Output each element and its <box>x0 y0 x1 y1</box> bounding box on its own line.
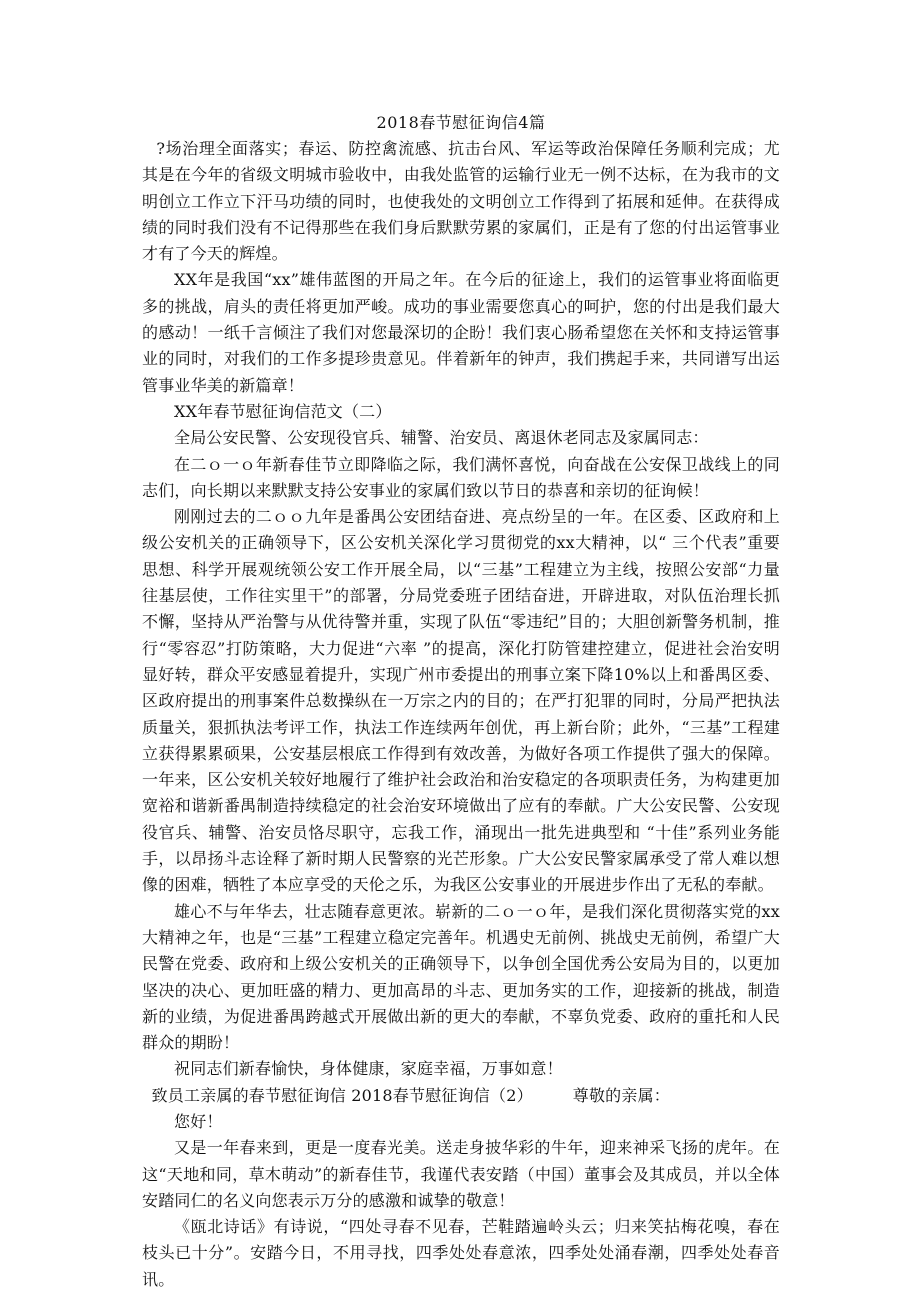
paragraph-5: 雄心不与年华去，壮志随春意更浓。崭新的二ｏ一ｏ年，是我们深化贯彻落实党的xx大精神之年，也是“三基”工程建立稳定完善年。机遇史无前例、挑战史无前例，希望广大民警在党委、政府和上级公安机关的正确领导下，以争创全国优秀公安局为目的，以更加坚决的决心、更加旺盛的精力、更加高昂的斗志、更加务实的工作，迎接新的挑战，制造新的业绩，为促进番禺跨越式开展做出新的更大的奉献，不辜负党委、政府的重托和人民群众的期盼！ <box>142 901 780 1053</box>
paragraph-6: 又是一年春来到，更是一度春光美。送走身披华彩的牛年，迎来神采飞扬的虎年。在这“天地和同，草木萌动”的新春佳节，我谨代表安踏（中国）董事会及其成员，并以全体安踏同仁的名义向您表示万分的感激和诚挚的敬意！ <box>142 1138 780 1210</box>
salutation-1: 全局公安民警、公安现役官兵、辅警、治安员、离退休老同志及家属同志： <box>174 428 709 448</box>
paragraph-7: 《瓯北诗话》有诗说，“四处寻春不见春，芒鞋踏遍岭头云；归来笑拈梅花嗅，春在枝头已十分”。安踏今日，不用寻找，四季处处春意浓，四季处处涌春潮，四季处处春音讯。 <box>142 1217 780 1289</box>
greeting: 您好！ <box>174 1111 223 1131</box>
paragraph-3: 在二ｏ一ｏ年新春佳节立即降临之际，我们满怀喜悦，向奋战在公安保卫战线上的同志们，向长期以来默默支持公安事业的家属们致以节日的恭喜和亲切的征询候！ <box>142 454 780 500</box>
closing-wishes: 祝同志们新春愉快，身体健康，家庭幸福，万事如意！ <box>174 1059 563 1079</box>
letter-heading-line <box>142 1083 780 1109</box>
paragraph-2: XX年是我国“xx”雄伟蓝图的开局之年。在今后的征途上，我们的运管事业将面临更多的挑战，肩头的责任将更加严峻。成功的事业需要您真心的呵护，您的付出是我们最大的感动！一纸千言倾注了我们对您最深切的企盼！我们衷心肠希望您在关怀和支持运管事业的同时，对我们的工作多提珍贵意见。伴着新年的钟声，我们携起手来，共同谱写出运管事业华美的新篇章！ <box>142 270 780 395</box>
letter-salutation: 尊敬的亲属： <box>572 1085 670 1105</box>
section-heading-2: XX年春节慰征询信范文（二） <box>174 401 392 421</box>
letter-heading-title: 致员工亲属的春节慰征询信 2018春节慰征询信（2） <box>151 1085 533 1105</box>
paragraph-4: 刚刚过去的二ｏｏ九年是番禺公安团结奋进、亮点纷呈的一年。在区委、区政府和上级公安机关的正确领导下，区公安机关深化学习贯彻党的xx大精神，以“ 三个代表”重要思想、科学开展观统领公安工作开展全局，以“三基”工程建立为主线，按照公安部“力量往基层使，工作往实里干”的部署，分局党委班子团结奋进，开辟进取，对队伍治理长抓不懈，坚持从严治警与从优待警并重，实现了队伍“零违纪”目的；大胆创新警务机制，推行“零容忍”打防策略，大力促进“六率 ”的提高，深化打防管建控建立，促进社会治安明显好转，群众平安感显着提升，实现广州市委提出的刑事立案下降10%以上和番禺区委、区政府提出的刑事案件总数操纵在一万宗之内的目的；在严打犯罪的同时，分局严把执法质量关，狠抓执法考评工作，执法工作连续两年创优，再上新台阶；此外，“三基”工程建立获得累累硕果，公安基层根底工作得到有效改善，为做好各项工作提供了强大的保障。一年来，区公安机关较好地履行了维护社会政治和治安稳定的各项职责任务，为构建更加宽裕和谐新番禺制造持续稳定的社会治安环境做出了应有的奉献。广大公安民警、公安现役官兵、辅警、治安员恪尽职守，忘我工作，涌现出一批先进典型和 “十佳”系列业务能手，以昂扬斗志诠释了新时期人民警察的光芒形象。广大公安民警家属承受了常人难以想像的困难，牺牲了本应享受的天伦之乐，为我区公安事业的开展进步作出了无私的奉献。 <box>142 507 780 895</box>
paragraph-1: ?场治理全面落实；春运、防控禽流感、抗击台风、军运等政治保障任务顺利完成；尤其是在今年的省级文明城市验收中，由我处监管的运输行业无一例不达标，在为我市的文明创立工作立下汗马功绩的同时，也使我处的文明创立工作得到了拓展和延伸。在获得成绩的同时我们没有不记得那些在我们身后默默劳累的家属们，正是有了您的付出运管事业才有了今天的辉煌。 <box>142 139 780 264</box>
document-title: 2018春节慰征询信4篇 <box>376 113 546 132</box>
